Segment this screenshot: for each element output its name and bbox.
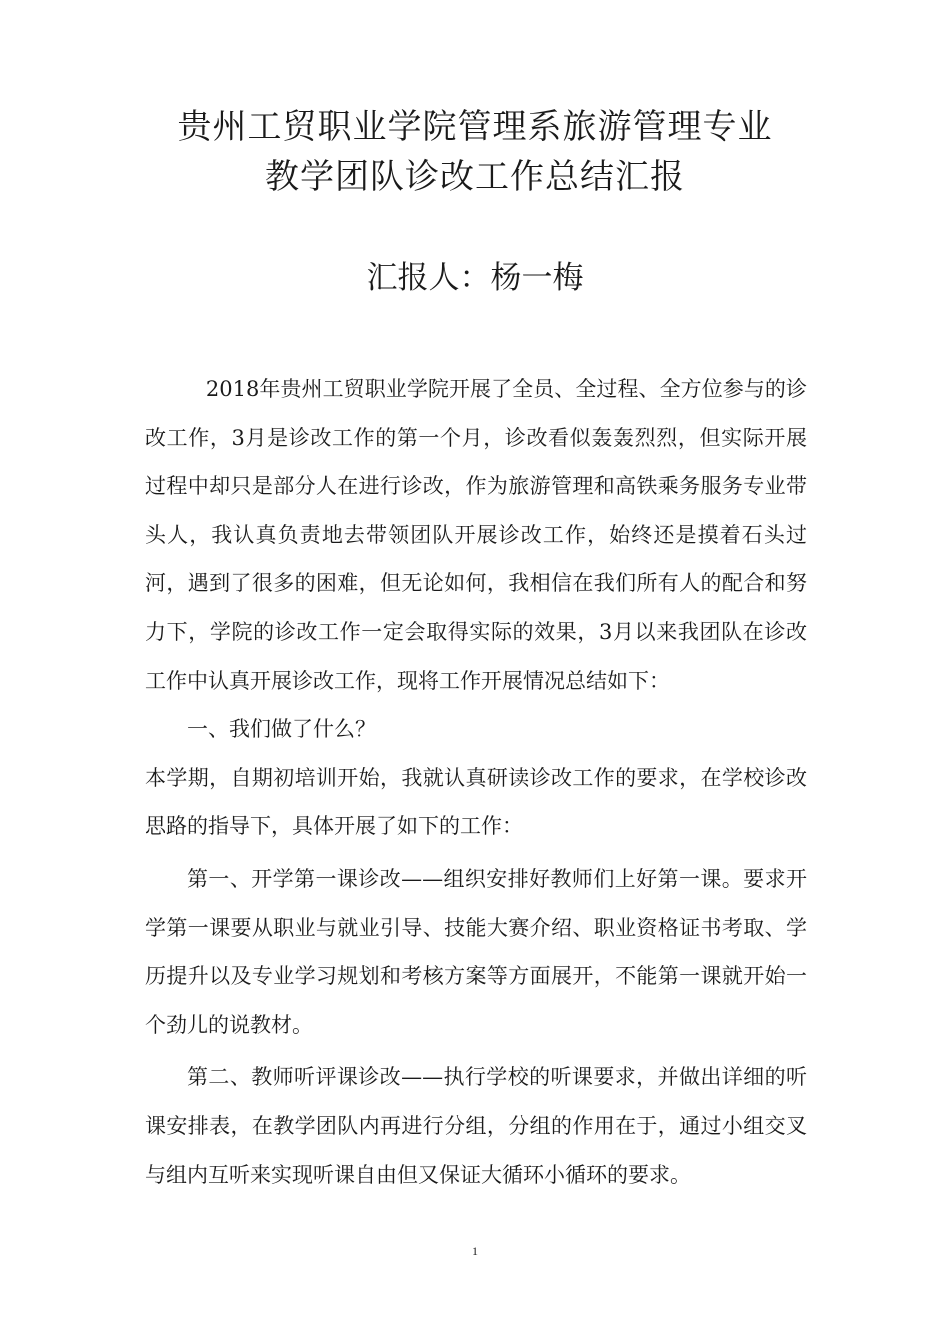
- document-body: [145, 365, 807, 1199]
- reporter-line: 汇报人：杨一梅: [366, 260, 584, 296]
- page-number: 1: [472, 1244, 478, 1258]
- document-title-line-1: 贵州工贸职业学院管理系旅游管理专业: [177, 107, 773, 147]
- section-heading: 一、我们做了什么？: [187, 717, 376, 742]
- document-title-line-2: 教学团队诊改工作总结汇报: [265, 157, 685, 197]
- semester-paragraph: 本学期，自期初培训开始，我就认真研读诊改工作的要求，在学校诊改思路的指导下，具体开展了如下的工作：: [145, 765, 807, 839]
- first-item-paragraph: 第一、开学第一课诊改——组织安排好教师们上好第一课。要求开学第一课要从职业与就业引导、技能大赛介绍、职业资格证书考取、学历提升以及专业学习规划和考核方案等方面展开，不能第一课就开始一个劲儿的说教材。: [145, 866, 807, 1037]
- second-item-paragraph: 第二、教师听评课诊改——执行学校的听课要求，并做出详细的听课安排表，在教学团队内再进行分组，分组的作用在于，通过小组交叉与组内互听来实现听课自由但又保证大循环小循环的要求。: [145, 1065, 807, 1187]
- intro-paragraph: 2018年贵州工贸职业学院开展了全员、全过程、全方位参与的诊改工作，3月是诊改工作的第一个月，诊改看似轰轰烈烈，但实际开展过程中却只是部分人在进行诊改，作为旅游管理和高铁乘务服务专业带头人，我认真负责地去带领团队开展诊改工作，始终还是摸着石头过河，遇到了很多的困难，但无论如何，我相信在我们所有人的配合和努力下，学院的诊改工作一定会取得实际的效果，3月以来我团队在诊改工作中认真开展诊改工作，现将工作开展情况总结如下：: [145, 377, 807, 693]
